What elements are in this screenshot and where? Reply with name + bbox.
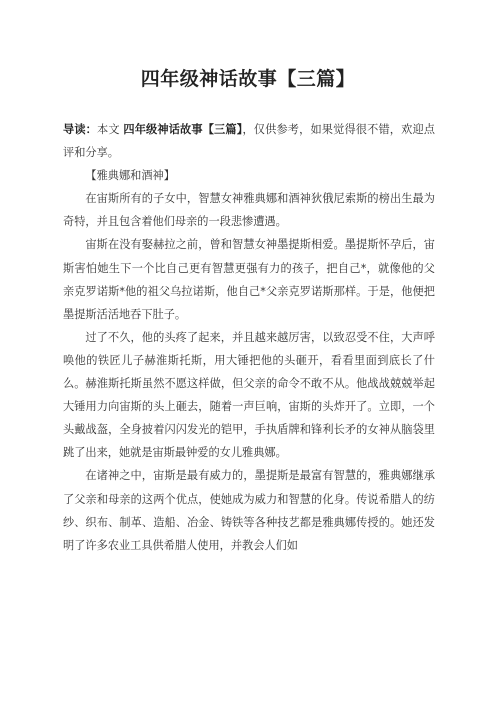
body-paragraph: 在诸神之中，宙斯是最有威力的，墨提斯是最富有智慧的，雅典娜继承了父亲和母亲的这两个优点，使她成为威力和智慧的化身。传说希腊人的纺纱、织布、制革、造船、冶金、铸铁等各种技艺都是雅典娜传授的。她还发明了许多农业工具供希腊人使用，并教会人们如 [63,469,435,552]
lead-suffix: ，仅供参考，如果觉得很不错，欢迎点评和分享。 [63,123,435,160]
lead-label: 导读： [63,123,98,136]
body-paragraph: 宙斯在没有娶赫拉之前，曾和智慧女神墨提斯相爱。墨提斯怀孕后，宙斯害怕她生下一个比自己更有智慧更强有力的孩子，把自己*，就像他的父亲克罗诺斯*他的祖父乌拉诺斯，他自己*父亲克罗诺斯那样。于是，他便把墨提斯活活地吞下肚子。 [63,238,435,321]
document-title: 四年级神话故事【三篇】 [140,68,356,90]
section-heading: 【雅典娜和酒神】 [85,169,175,183]
document-body [63,118,435,557]
body-paragraph: 在宙斯所有的子女中，智慧女神雅典娜和酒神狄俄尼索斯的榜出生最为奇特，并且包含着他们母亲的一段悲惨遭遇。 [63,192,435,229]
body-paragraph: 过了不久，他的头疼了起来，并且越来越厉害，以致忍受不住，大声呼唤他的铁匠儿子赫淮斯托斯，用大锤把他的头砸开，看看里面到底长了什么。赫淮斯托斯虽然不愿这样做，但父亲的命令不敢不从。他战战兢兢举起大锤用力向宙斯的头上砸去，随着一声巨响，宙斯的头炸开了。立即，一个头戴战盔，全身披着闪闪发光的铠甲，手执盾牌和锋利长矛的女神从脑袋里跳了出来，她就是宙斯最钟爱的女儿雅典娜。 [63,330,435,460]
lead-title-reference: 四年级神话故事【三篇】 [123,123,243,136]
lead-prefix: 本文 [97,123,124,136]
lead-paragraph [63,118,435,164]
